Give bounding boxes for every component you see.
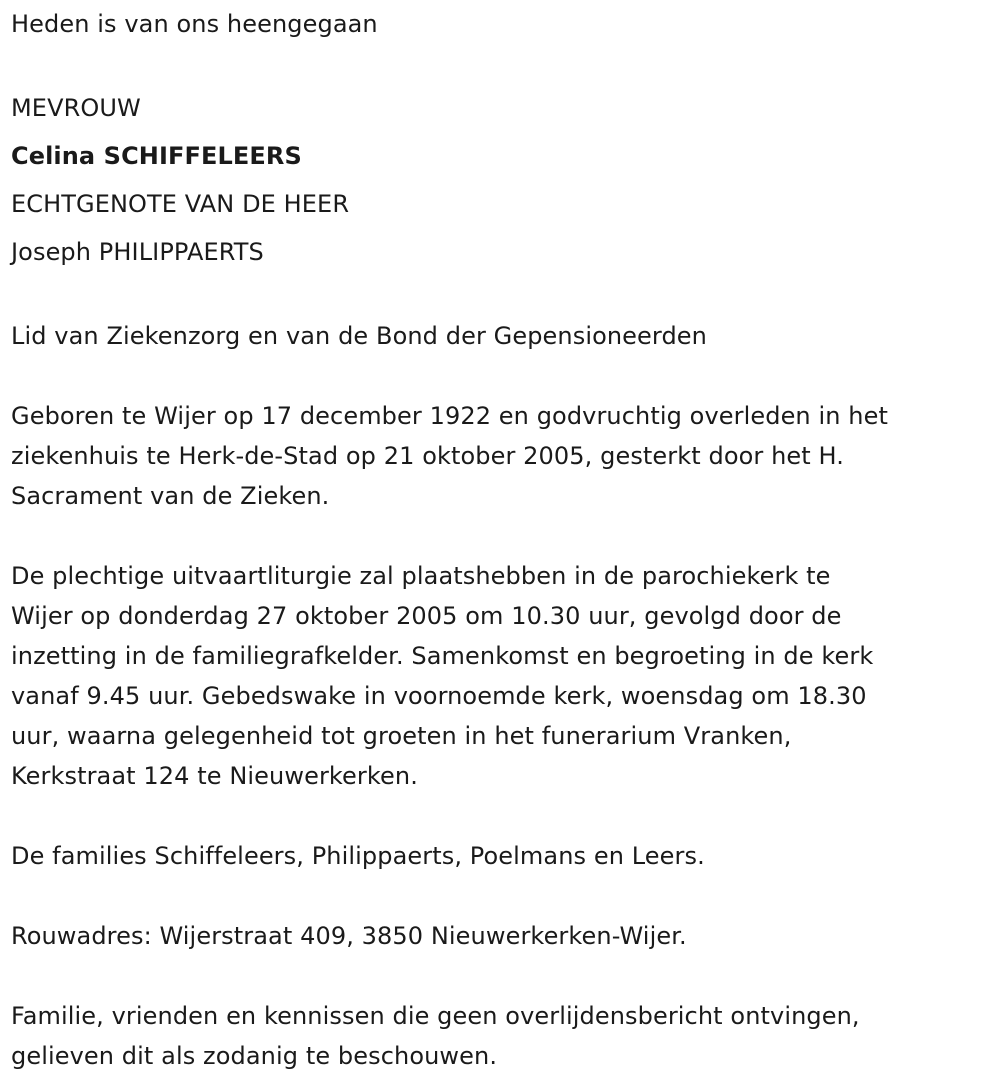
birth-death-paragraph (11, 396, 991, 516)
funeral-paragraph (11, 556, 991, 796)
paragraph-line: gelieven dit als zodanig te beschouwen. (11, 1042, 498, 1070)
paragraph-line: Geboren te Wijer op 17 december 1922 en godvruchtig overleden in het (11, 402, 888, 430)
paragraph-line: uur, waarna gelegenheid tot groeten in het funerarium Vranken, (11, 722, 792, 750)
spacer (11, 796, 991, 836)
spacer (11, 516, 991, 556)
families-text: De families Schiffeleers, Philippaerts, Poelmans en Leers. (11, 842, 705, 870)
spouse-name: Joseph PHILIPPAERTS (11, 238, 264, 266)
paragraph-line: Wijer op donderdag 27 oktober 2005 om 10.30 uur, gevolgd door de (11, 602, 842, 630)
closing-paragraph (11, 996, 991, 1076)
deceased-name: Celina SCHIFFELEERS (11, 142, 302, 170)
spacer (11, 356, 991, 396)
spouse-title: ECHTGENOTE VAN DE HEER (11, 190, 350, 218)
paragraph-line: Familie, vrienden en kennissen die geen overlijdensbericht ontvingen, (11, 1002, 860, 1030)
paragraph-line: Kerkstraat 124 te Nieuwerkerken. (11, 762, 418, 790)
spacer (11, 876, 991, 916)
paragraph-line: ziekenhuis te Herk-de-Stad op 21 oktober 2005, gesterkt door het H. (11, 442, 844, 470)
paragraph-line: Sacrament van de Zieken. (11, 482, 330, 510)
obituary-notice (11, 0, 991, 1076)
intro-text: Heden is van ons heengegaan (11, 10, 378, 38)
honorific-title: MEVROUW (11, 94, 141, 122)
address-text: Rouwadres: Wijerstraat 409, 3850 Nieuwerkerken-Wijer. (11, 922, 687, 950)
paragraph-line: vanaf 9.45 uur. Gebedswake in voornoemde kerk, woensdag om 18.30 (11, 682, 867, 710)
spacer (11, 44, 991, 84)
paragraph-line: De plechtige uitvaartliturgie zal plaatshebben in de parochiekerk te (11, 562, 831, 590)
paragraph-line: inzetting in de familiegrafkelder. Samenkomst en begroeting in de kerk (11, 642, 874, 670)
spacer (11, 276, 991, 316)
spacer (11, 956, 991, 996)
membership-text: Lid van Ziekenzorg en van de Bond der Gepensioneerden (11, 322, 707, 350)
